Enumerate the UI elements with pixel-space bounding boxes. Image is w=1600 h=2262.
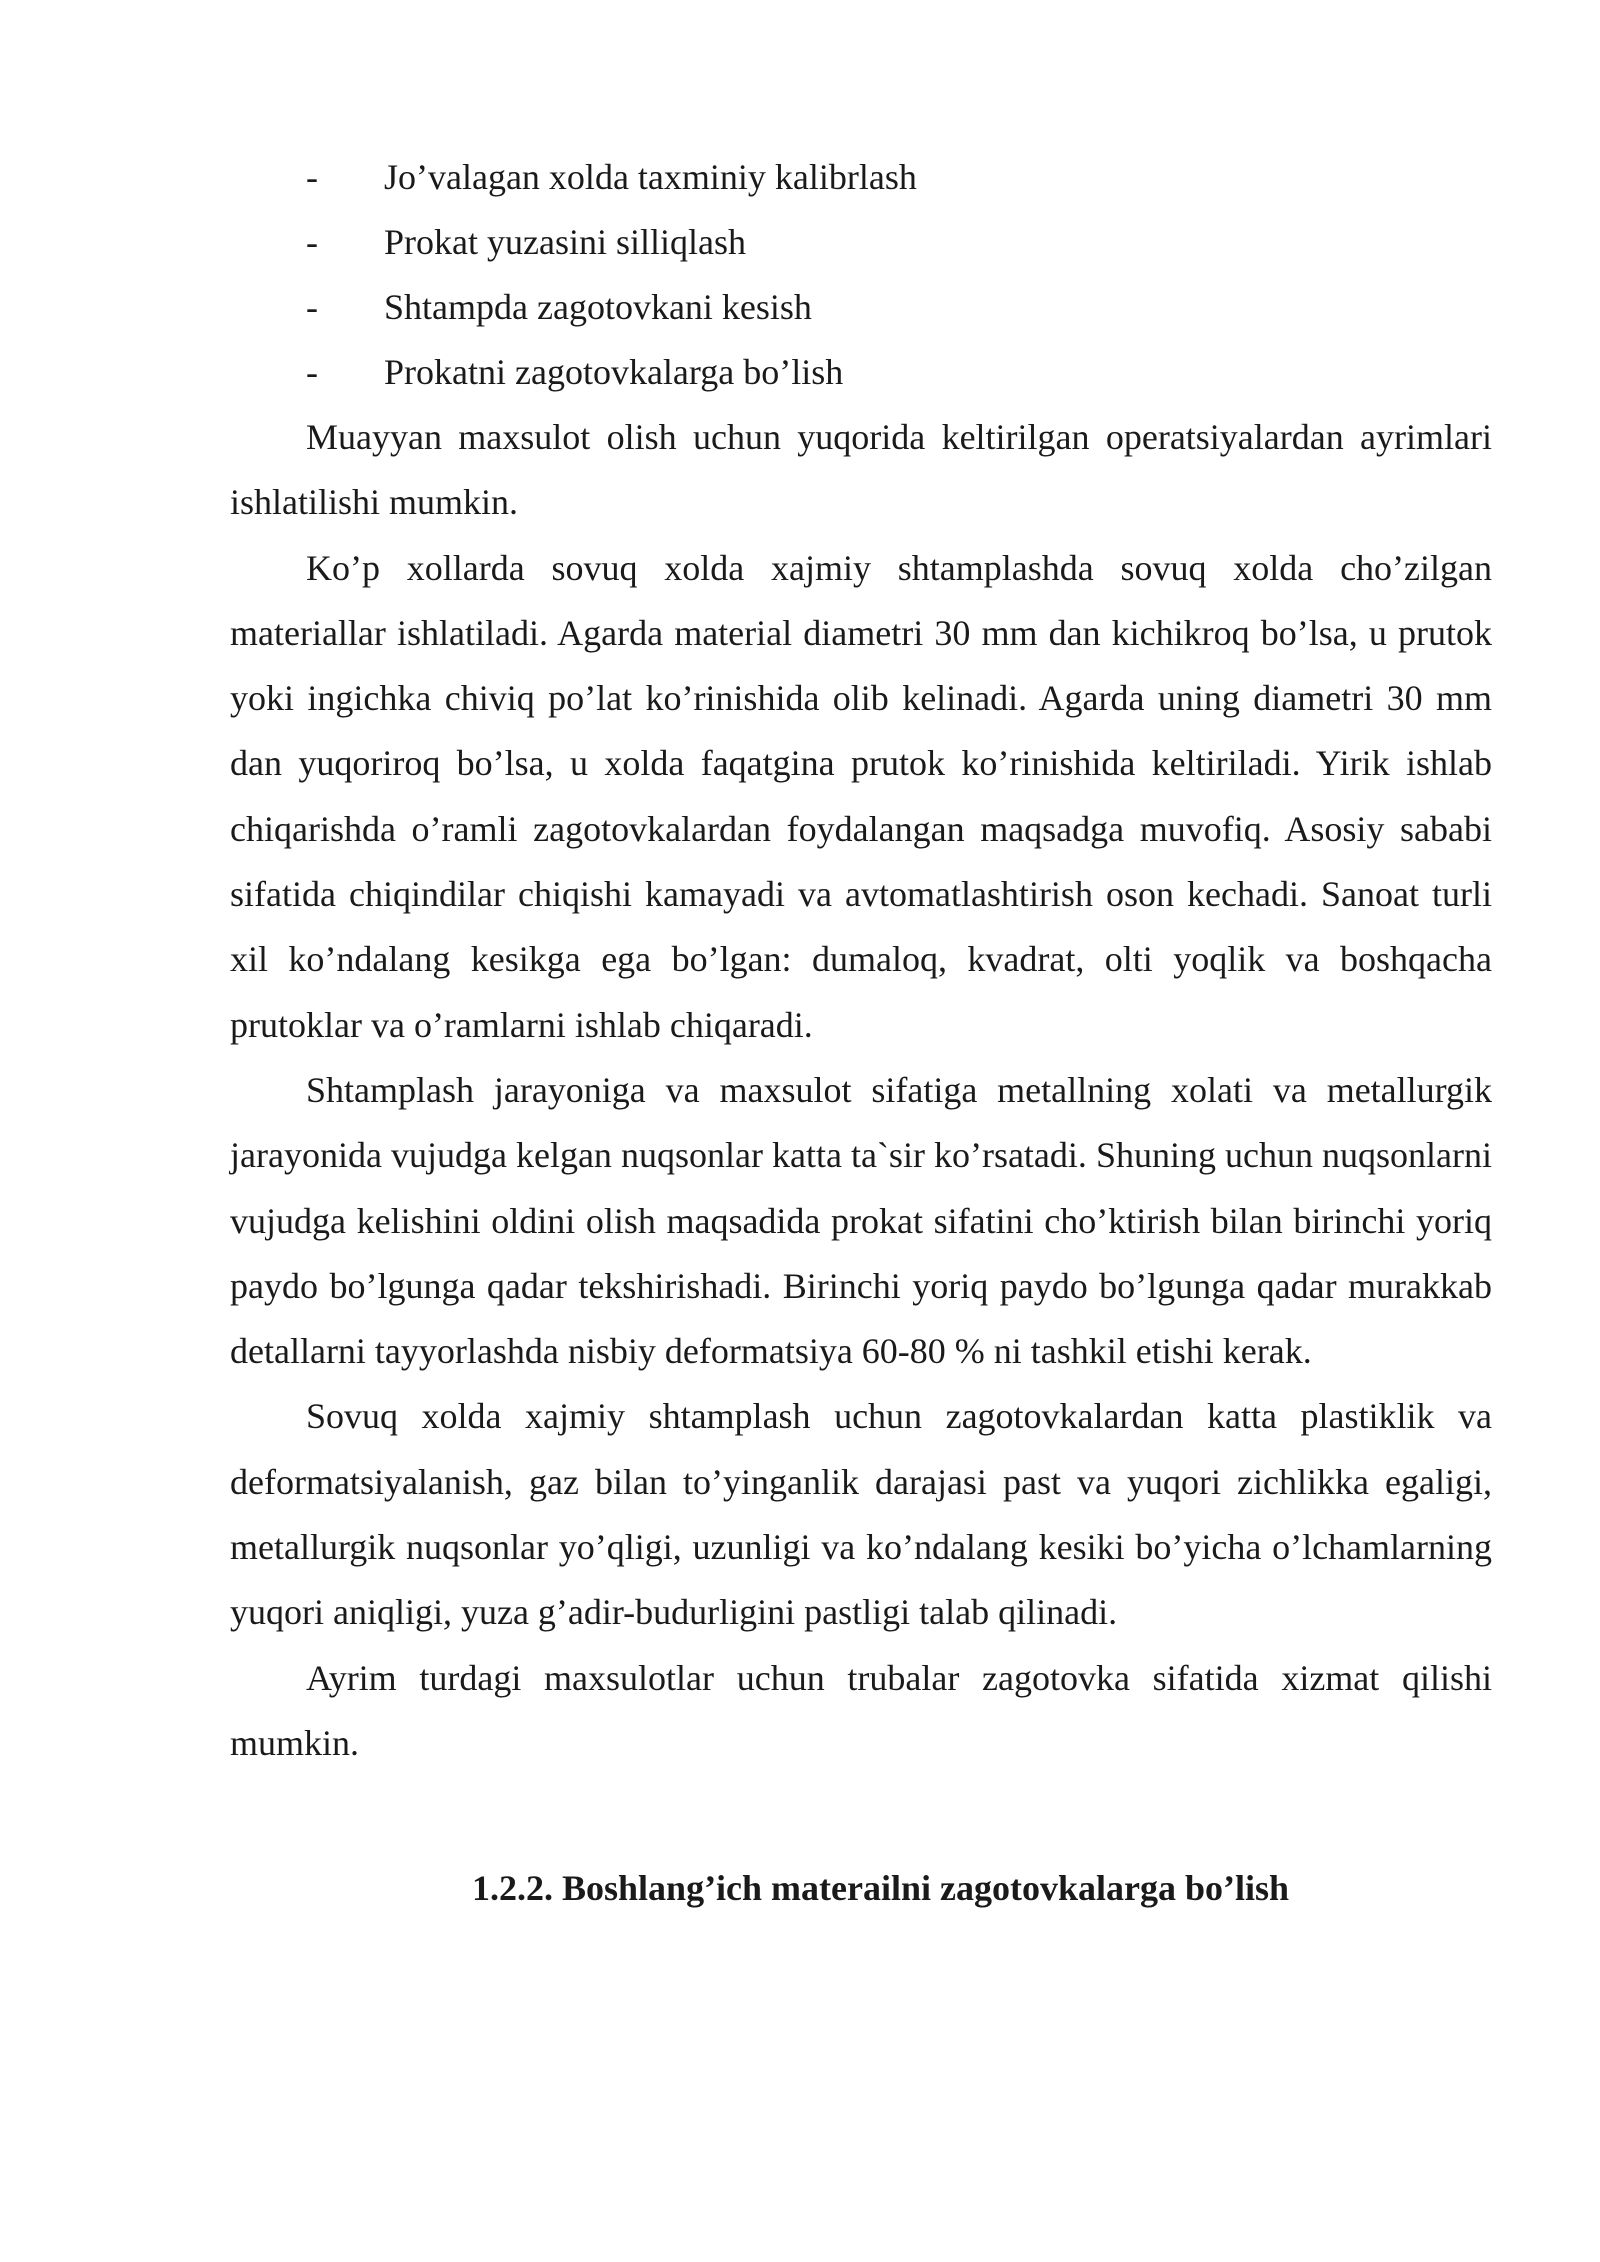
list-item-text: Prokat yuzasini silliqlash bbox=[384, 222, 746, 262]
paragraph: Shtamplash jarayoniga va maxsulot sifatiga metallning xolati va metallurgik jarayonida vujudga kelgan nuqsonlar katta ta`sir ko’rsatadi. Shuning uchun nuqsonlarni vujudga kelishini oldini olish maqsadida prokat sifatini cho’ktirish bilan birinchi yoriq paydo bo’lgunga qadar tekshirishadi. Birinchi yoriq paydo bo’lgunga qadar murakkab detallarni tayyorlashda nisbiy deformatsiya 60-80 % ni tashkil etishi kerak. bbox=[230, 1069, 1492, 1372]
paragraph: Sovuq xolda xajmiy shtamplash uchun zagotovkalardan katta plastiklik va deformatsiyalanish, gaz bilan to’yinganlik darajasi past va yuqori zichlikka egaligi, metallurgik nuqsonlar yo’qligi, uzunligi va ko’ndalang kesiki bo’yicha o’lchamlarning yuqori aniqligi, yuza g’adir-budurligini pastligi talab qilinadi. bbox=[230, 1396, 1492, 1633]
section-heading: 1.2.2. Boshlang’ich materailni zagotovkalarga bo’lish bbox=[472, 1868, 1290, 1909]
list-item-text: Shtampda zagotovkani kesish bbox=[384, 287, 812, 327]
list-dash: - bbox=[306, 287, 318, 327]
paragraph: Muayyan maxsulot olish uchun yuqorida keltirilgan operatsiyalardan ayrimlari ishlatilishi mumkin. bbox=[230, 417, 1492, 523]
list-item-text: Jo’valagan xolda taxminiy kalibrlash bbox=[384, 157, 917, 197]
document-page bbox=[230, 145, 1492, 1921]
list-dash: - bbox=[306, 352, 318, 392]
paragraph: Ko’p xollarda sovuq xolda xajmiy shtamplashda sovuq xolda cho’zilgan materiallar ishlatiladi. Agarda material diametri 30 mm dan kichikroq bo’lsa, u prutok yoki ingichka chiviq po’lat ko’rinishida olib kelinadi. Agarda uning diametri 30 mm dan yuqoriroq bo’lsa, u xolda faqatgina prutok ko’rinishida keltiriladi. Yirik ishlab chiqarishda o’ramli zagotovkalardan foydalangan maqsadga muvofiq. Asosiy sababi sifatida chiqindilar chiqishi kamayadi va avtomatlashtirish oson kechadi. Sanoat turli xil ko’ndalang kesikga ega bo’lgan: dumaloq, kvadrat, olti yoqlik va boshqacha prutoklar va o’ramlarni ishlab chiqaradi. bbox=[230, 547, 1492, 1045]
operation-list bbox=[230, 145, 1492, 405]
list-item bbox=[230, 275, 1492, 340]
paragraph: Ayrim turdagi maxsulotlar uchun trubalar zagotovka sifatida xizmat qilishi mumkin. bbox=[230, 1657, 1492, 1763]
list-item-text: Prokatni zagotovkalarga bo’lish bbox=[384, 352, 844, 392]
list-item bbox=[230, 210, 1492, 275]
list-dash: - bbox=[306, 222, 318, 262]
list-dash: - bbox=[306, 157, 318, 197]
list-item bbox=[230, 145, 1492, 210]
list-item bbox=[230, 340, 1492, 405]
